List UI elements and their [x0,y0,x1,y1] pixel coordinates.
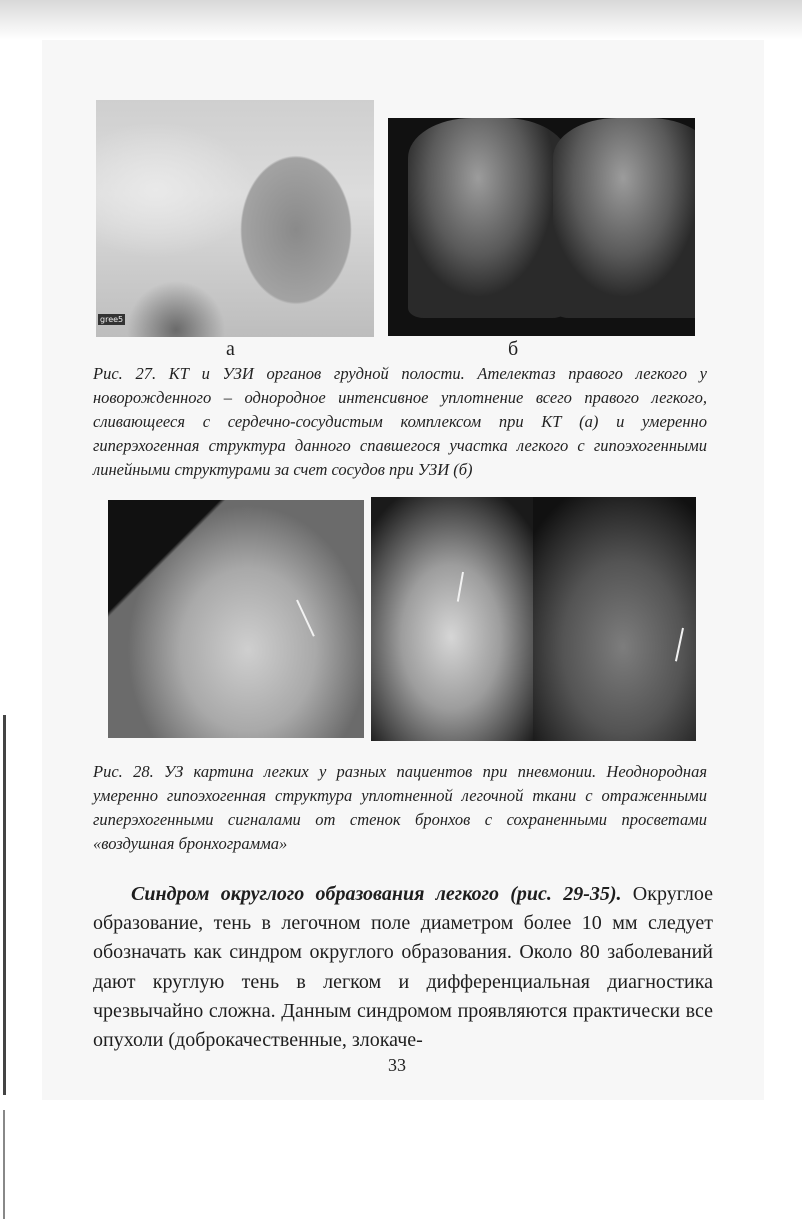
figure-27a-ct-image [96,100,374,337]
figure-28-caption: Рис. 28. УЗ картина легких у разных пациентов при пневмонии. Неоднородная умеренно гипоэхогенная структура уплотненной легочной ткани с отраженными гиперэхогенными сигналами от стенок бронхов с сохраненными просветами «воздушная бронхограмма» [93,762,707,853]
ultrasound-fan-2 [533,497,696,741]
scan-shadow-top [0,0,802,40]
section-text: Округлое образование, тень в легочном поле диаметром более 10 мм следует обозначать как синдром округлого образования. Около 80 заболеваний дают круглую тень в легком и дифференциальная диагностика чрезвычайно сложна. Данным синдромом проявляются практически все опухоли (доброкачественные, злокаче- [93,883,713,1052]
page-edge [3,715,6,1095]
figure-27-label-b: б [508,338,519,360]
page-number: 33 [388,1055,406,1075]
figure-27b-ultrasound-image [388,118,695,336]
ultrasound-fan-1 [371,497,541,741]
figure-27-label-a: а [226,338,235,360]
figure-27-caption: Рис. 27. КТ и УЗИ органов грудной полости. Ателектаз правого легкого у новорожденного – однородное интенсивное уплотнение всего правого легкого, сливающееся с сердечно-сосудистым комплексом при КТ (а) и умеренно гиперэхогенная структура данного спавшегося участка легкого с гипоэхогенными линейными структурами за счет сосудов при УЗИ (б) [93,364,707,479]
figure-28-ultrasound-left [108,500,364,738]
page-edge-lower [3,1110,5,1219]
section-paragraph [93,880,713,1055]
ct-image-label: gree5 [100,315,124,324]
ultrasound-fan-left [408,118,568,318]
ultrasound-fan-right [553,118,695,318]
section-heading: Синдром округлого образования легкого (рис. 29-35). [131,883,622,905]
figure-28-ultrasound-right [371,497,696,741]
